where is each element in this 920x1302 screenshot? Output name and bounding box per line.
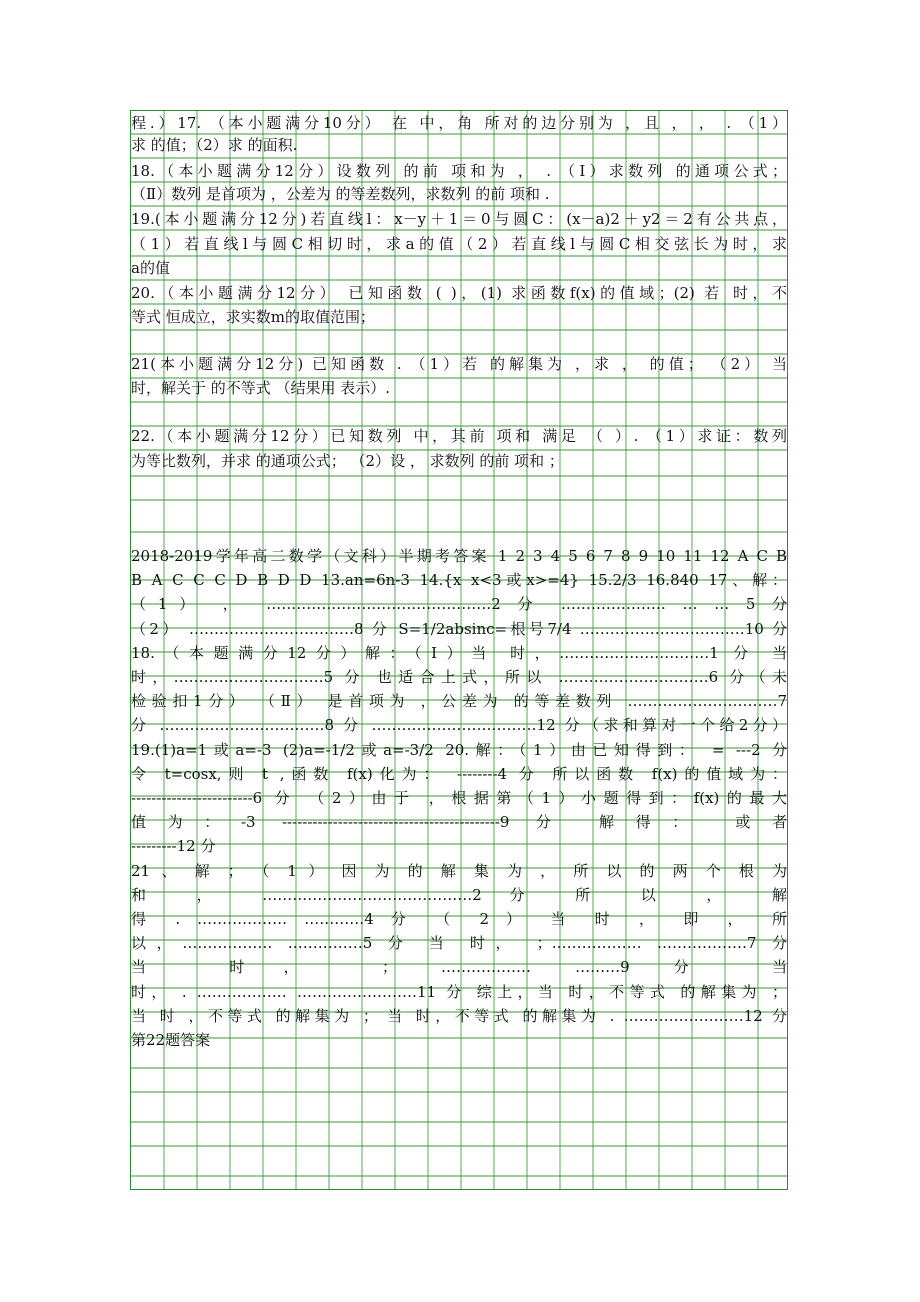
text-line: 21 、 解 ； （ 1 ） 因 为 的 解 集 为 ， 所 以 的 两 个 根 为	[131, 862, 787, 880]
text-line: 令 t=cosx,则 t ,函数 f(x)化为： --------4 分 所以函数 f(x)的值域为：	[131, 765, 787, 783]
text-line: 和 ， ……………………………………2 分 所 以 ， 解	[131, 886, 787, 904]
text-line: 得 . ……………… …………4 分 （ 2 ） 当 时 ， 即 ， 所	[131, 910, 787, 928]
text-line: （1） ， ………………………………………2 分 ………………… … … 5 分	[131, 595, 787, 613]
text-line: 21(本小题满分12分) 已知函数 . （1）若 的解集为 ，求 ， 的值； （2） 当	[131, 355, 787, 373]
text-line: 当 时 ，不等式 的解集为 ； 当 时，不等式 的解集为 . ……………………12 分	[131, 1007, 787, 1025]
text-line: 时，…………………………5 分 也适合上式，所以 …………………………6 分（未	[131, 668, 787, 686]
text-line: 当 时， ； ……………… ………9 分 当	[131, 958, 787, 976]
text-line: 分 ……………………………8 分 ……………………………12 分（求和算对一个给2分）	[131, 716, 787, 734]
text-line: 检验扣1分） （Ⅱ） 是首项为 ，公差为 的等差数列 …………………………7	[131, 692, 787, 710]
text-line: 18.（本小题满分12分）设数列 的前 项和为 ， . （Ⅰ）求数列 的通项公式；	[131, 162, 787, 180]
text-line: （Ⅱ）数列 是首项为 ，公差为 的等差数列，求数列 的前 项和 .	[131, 185, 550, 203]
text-line: 以，……………… ……………5 分 当 时， ；……………… ………………7 分	[131, 934, 787, 952]
text-line: 时， . ……………… ……………………11 分 综上，当 时，不等式 的解集为 ；	[131, 983, 787, 1001]
text-line: （1）若直线l与圆C相切时，求a的值（2）若直线l与圆C相交弦长为时，求	[131, 235, 787, 253]
text-line: ------------------------6 分 （2）由于 ，根据第（1）小题得到：f(x)的最大	[131, 789, 787, 807]
text-line: B A C C C D B D D 13.an=6n-3 14.{x x<3或x>=4} 15.2/3 16.840 17、解：	[131, 571, 787, 589]
text-line: 值为：-3 -------------------------------------------9 分 解得： 或者	[131, 813, 787, 831]
text-line: 19.(1)a=1或a=-3 (2)a=-1/2或a=-3/2 20.解：（1）由已知得到： = ---2 分	[131, 741, 787, 759]
text-line: 程.）17. （本小题满分10分） 在 中，角 所对的边分别为 ，且 ， ， . （1）	[131, 114, 787, 132]
text-line: 18.（本题满分12分）解：（Ⅰ）当 时，…………………………1 分 当	[131, 644, 787, 662]
text-line: ---------12 分	[131, 837, 216, 855]
text-line: 19.(本小题满分12分)若直线l：x－y＋1＝0与圆C：(x－a)2＋y2＝2有公共点，	[131, 210, 787, 228]
text-line: 2018-2019学年高二数学（文科）半期考答案 1 2 3 4 5 6 7 8 9 10 11 12 A C B	[131, 547, 787, 565]
text-line: 22.（本小题满分12分）已知数列 中，其前 项和 满足 （ ）. （1）求证：数列	[131, 427, 787, 445]
text-line: 求 的值；（2）求 的面积.	[131, 136, 298, 154]
text-line: 等式 恒成立，求实数m的取值范围；	[131, 308, 375, 326]
text-line: 第22题答案	[131, 1031, 211, 1049]
text-line: 时，解关于 的不等式 （结果用 表示）.	[131, 379, 391, 397]
text-line: a的值	[131, 259, 170, 277]
text-line: （2） ……………………………8 分 S=1/2absinc=根号7/4 ……………………………10 分	[131, 620, 787, 638]
text-line: 为等比数列，并求 的通项公式； （2）设 ， 求数列 的前 项和 ；	[131, 452, 564, 470]
text-line: 20.（本小题满分12分） 已知函数 ( )，(1) 求函数f(x)的值域；(2) 若 时，不	[131, 284, 787, 302]
